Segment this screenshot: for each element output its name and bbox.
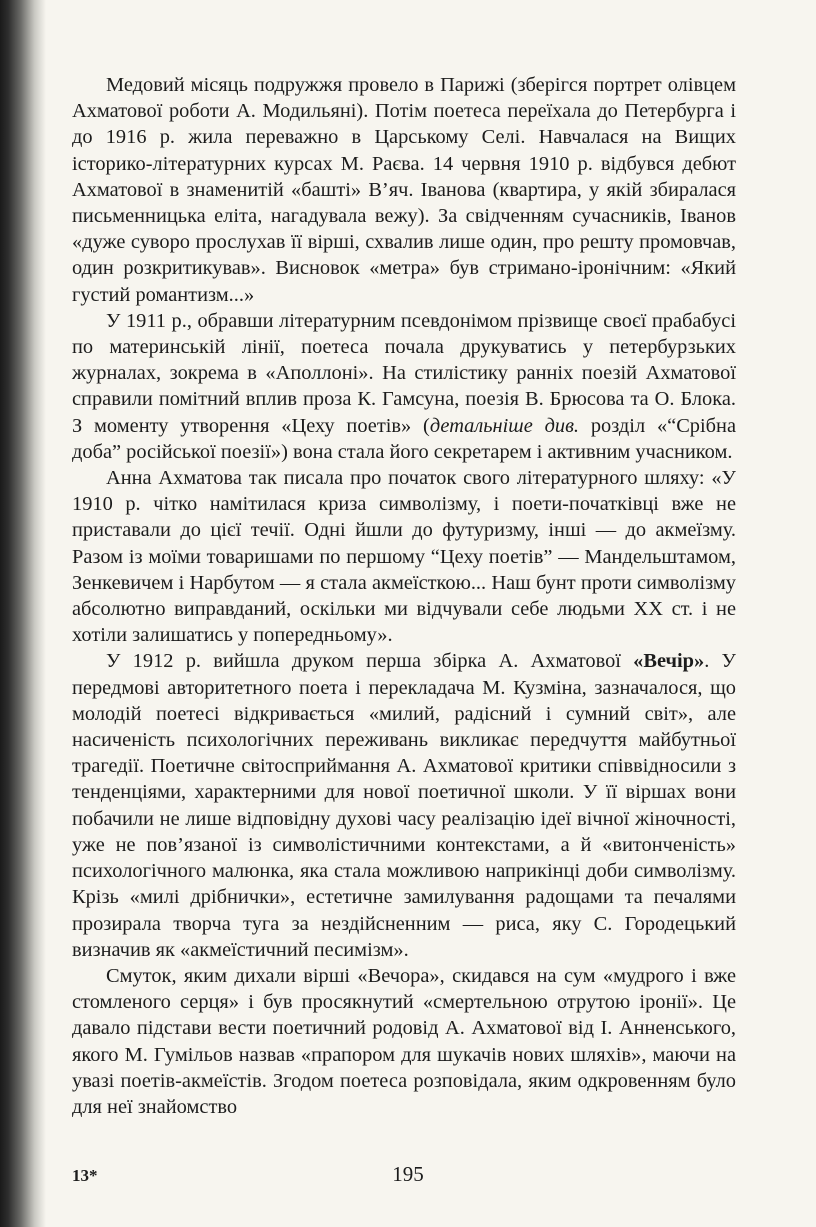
paragraph-acmeism-quote: Анна Ахматова так писала про початок свого літературного шляху: «У 1910 р. чітко намітилася криза символізму, і поети-початківці вже не приставали до цієї течії. Одні йшли до футуризму, інші — до акмеїзму. Разом із моїми товаришами по першому “Цеху поетів” — Мандельштамом, Зенкевичем і Нарбутом — я стала акмеїсткою... Наш бунт проти символізму абсолютно виправданий, оскільки ми відчували себе людьми XX ст. і не хотіли залишатись у попередньому».: [72, 467, 736, 647]
paragraph-text: розділ «“Срібна доба” російської поезії») вона стала його секретарем і активним учасником.: [72, 414, 736, 463]
page-body: [72, 72, 736, 1120]
italic-reference: детальніше див.: [429, 414, 580, 437]
paragraph-text: У 1912 р. вийшла друком перша збірка А. Ахматової: [106, 650, 634, 673]
paragraph-sadness: Смуток, яким дихали вірші «Вечора», скидався на сум «мудрого і вже стомленого серця» і був просякнутий «смертельною отрутою іронії». Це давало підстави вести поетичний родовід А. Ахматової від І. Анненського, якого М. Гумільов назвав «прапором для шукачів нових шляхів», маючи на увазі поетів-акмеїстів. Згодом поетеса розповідала, яким одкровенням було для неї знайомство: [72, 964, 736, 1118]
page-number: 195: [392, 1162, 424, 1186]
book-binding-shadow: [0, 0, 46, 1227]
paragraph-debut-1911: [72, 308, 736, 465]
paragraph-evening-1912: [72, 648, 736, 962]
paragraph-text: У 1911 р., обравши літературним псевдонімом прізвище своєї прабабусі по материнській лінії, поетеса почала друкуватись у петербурзьких журналах, зокрема в «Аполлоні». На стилістику ранніх поезій Ахматової справили помітний вплив проза К. Гамсуна, поезія В. Брюсова та О. Блока. З моменту утворення «Цеху поетів» (: [72, 309, 736, 437]
paragraph-honeymoon: Медовий місяць подружжя провело в Парижі (зберігся портрет олівцем Ахматової роботи А. Модильяні). Потім поетеса переїхала до Петербурга і до 1916 р. жила переважно в Царському Селі. Навчалася на Вищих історико-літературних курсах М. Раєва. 14 червня 1910 р. відбувся дебют Ахматової в знаменитій «башті» В’яч. Іванова (квартира, у якій збиралася письменницька еліта, нагадувала вежу). За свідченням сучасників, Іванов «дуже суворо прослухав її вірші, схвалив лише один, про решту промовчав, один розкритикував». Висновок «метра» був стримано-іронічним: «Який густий романтизм...»: [72, 74, 736, 306]
signature-mark: 13*: [72, 1166, 98, 1185]
book-title-bold: «Вечір»: [633, 650, 705, 673]
paragraph-text: . У передмові авторитетного поета і перекладача М. Кузміна, зазначалося, що молодій поетесі відкривається «милий, радісний і сумний світ», але насиченість психологічних переживань викликає передчуття майбутньої трагедії. Поетичне світосприймання А. Ахматової критики співвідносили з тенденціями, характерними для нової поетичної школи. У її віршах вони побачили не лише відповідну духові часу реалізацію ідеї вічної жіночності, уже не пов’язаної із символістичними контекстами, а й «витонченість» психологічного малюнка, яка стала можливою наприкінці доби символізму. Крізь «милі дрібнички», естетичне замилування радощами та печалями прозирала творча туга за нездійсненним — риса, яку С. Городецький визначив як «акмеїстичний песимізм».: [72, 650, 736, 961]
